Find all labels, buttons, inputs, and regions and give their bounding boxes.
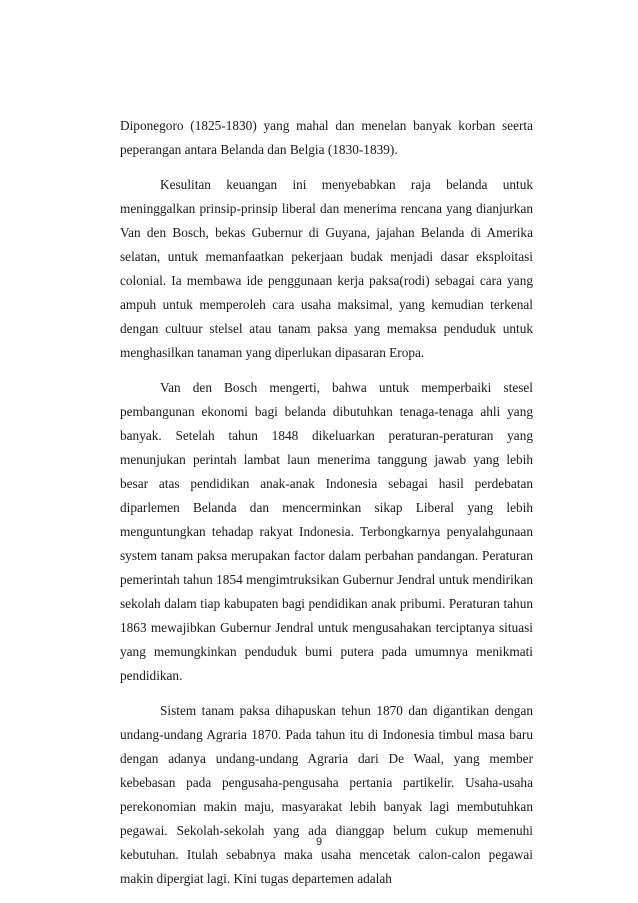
paragraph-2: Kesulitan keuangan ini menyebabkan raja belanda untuk meninggalkan prinsip-prinsip liberal dan menerima rencana yang dianjurkan Van den Bosch, bekas Gubernur di Guyana, jajahan Belanda di Amerika selatan, untuk memanfaatkan pekerjaan budak menjadi dasar eksploitasi colonial. Ia membawa ide penggunaan kerja paksa(rodi) sebagai cara yang ampuh untuk memperoleh cara usaha maksimal, yang kemudian terkenal dengan cultuur stelsel atau tanam paksa yang memaksa penduduk untuk menghasilkan tanaman yang diperlukan dipasaran Eropa.	[120, 177, 533, 360]
paragraph-4: Sistem tanam paksa dihapuskan tehun 1870 dan digantikan dengan undang-undang Agraria 1870. Pada tahun itu di Indonesia timbul masa baru dengan adanya undang-undang Agraria dari De Waal, yang member kebebasan pada pengusaha-pengusaha pertania partikelir. Usaha-usaha perekonomian makin maju, masyarakat lebih banyak lagi membutuhkan pegawai. Sekolah-sekolah yang ada dianggap belum cukup memenuhi kebutuhan. Itulah sebabnya maka usaha mencetak calon-calon pegawai makin dipergiat lagi. Kini tugas departemen adalah	[120, 703, 533, 886]
paragraph-1: Diponegoro (1825-1830) yang mahal dan menelan banyak korban seerta peperangan antara Belanda dan Belgia (1830-1839).	[120, 118, 533, 157]
page-number: 9	[315, 836, 323, 848]
document-body	[120, 114, 533, 891]
paragraph-3: Van den Bosch mengerti, bahwa untuk memperbaiki stesel pembangunan ekonomi bagi belanda dibutuhkan tenaga-tenaga ahli yang banyak. Setelah tahun 1848 dikeluarkan peraturan-peraturan yang menunjukan perintah lambat laun menerima tanggung jawab yang lebih besar atas pendidikan anak-anak Indonesia sebagai hasil perdebatan diparlemen Belanda dan mencerminkan sikap Liberal yang lebih menguntungkan tehadap rakyat Indonesia. Terbongkarnya penyalahgunaan system tanam paksa merupakan factor dalam perbahan pandangan. Peraturan pemerintah tahun 1854 mengimtruksikan Gubernur Jendral untuk mendirikan sekolah dalam tiap kabupaten bagi pendidikan anak pribumi. Peraturan tahun 1863 mewajibkan Gubernur Jendral untuk mengusahakan terciptanya situasi yang memungkinkan penduduk bumi putera pada umumnya menikmati pendidikan.	[120, 380, 533, 683]
